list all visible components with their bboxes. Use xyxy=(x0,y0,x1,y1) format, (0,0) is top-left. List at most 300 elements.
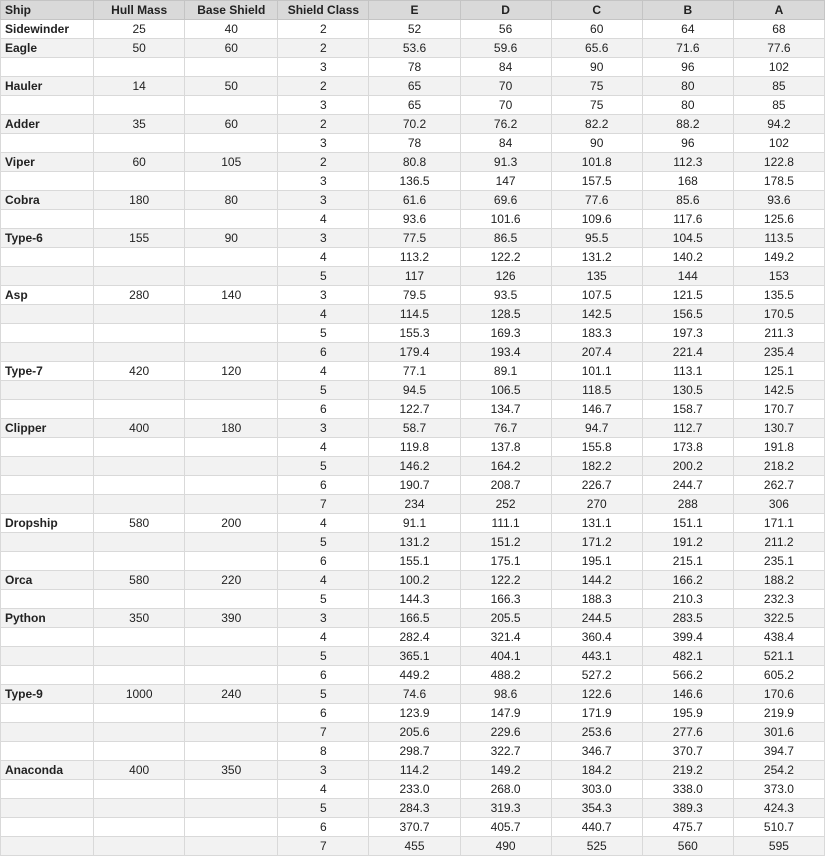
grade-d-cell[interactable]: 70 xyxy=(460,77,551,96)
grade-e-cell[interactable]: 113.2 xyxy=(369,248,460,267)
shield-class-cell[interactable]: 3 xyxy=(278,609,369,628)
base-shield-cell[interactable] xyxy=(185,172,278,191)
grade-a-cell[interactable]: 170.7 xyxy=(733,400,824,419)
grade-e-cell[interactable]: 166.5 xyxy=(369,609,460,628)
ship-name-cell[interactable] xyxy=(1,381,94,400)
grade-d-cell[interactable]: 319.3 xyxy=(460,799,551,818)
grade-d-cell[interactable]: 205.5 xyxy=(460,609,551,628)
ship-name-cell[interactable] xyxy=(1,476,94,495)
grade-b-cell[interactable]: 399.4 xyxy=(642,628,733,647)
ship-name-cell[interactable] xyxy=(1,267,94,286)
ship-name-cell[interactable] xyxy=(1,172,94,191)
grade-c-cell[interactable]: 270 xyxy=(551,495,642,514)
grade-d-cell[interactable]: 490 xyxy=(460,837,551,856)
grade-a-cell[interactable]: 254.2 xyxy=(733,761,824,780)
grade-b-cell[interactable]: 370.7 xyxy=(642,742,733,761)
grade-c-cell[interactable]: 182.2 xyxy=(551,457,642,476)
grade-b-cell[interactable]: 191.2 xyxy=(642,533,733,552)
grade-a-cell[interactable]: 188.2 xyxy=(733,571,824,590)
grade-b-cell[interactable]: 173.8 xyxy=(642,438,733,457)
base-shield-cell[interactable]: 120 xyxy=(185,362,278,381)
grade-d-cell[interactable]: 137.8 xyxy=(460,438,551,457)
grade-e-cell[interactable]: 370.7 xyxy=(369,818,460,837)
hull-mass-cell[interactable] xyxy=(94,837,185,856)
grade-e-cell[interactable]: 155.3 xyxy=(369,324,460,343)
grade-e-cell[interactable]: 144.3 xyxy=(369,590,460,609)
grade-a-cell[interactable]: 130.7 xyxy=(733,419,824,438)
grade-c-cell[interactable]: 77.6 xyxy=(551,191,642,210)
grade-e-cell[interactable]: 155.1 xyxy=(369,552,460,571)
hull-mass-cell[interactable] xyxy=(94,438,185,457)
grade-e-cell[interactable]: 65 xyxy=(369,96,460,115)
shield-class-cell[interactable]: 4 xyxy=(278,628,369,647)
grade-d-cell[interactable]: 86.5 xyxy=(460,229,551,248)
ship-name-cell[interactable]: Dropship xyxy=(1,514,94,533)
column-header-grade-a[interactable]: A xyxy=(733,1,824,20)
grade-b-cell[interactable]: 389.3 xyxy=(642,799,733,818)
shield-class-cell[interactable]: 4 xyxy=(278,248,369,267)
base-shield-cell[interactable]: 350 xyxy=(185,761,278,780)
grade-c-cell[interactable]: 303.0 xyxy=(551,780,642,799)
grade-a-cell[interactable]: 595 xyxy=(733,837,824,856)
shield-class-cell[interactable]: 3 xyxy=(278,286,369,305)
grade-b-cell[interactable]: 158.7 xyxy=(642,400,733,419)
grade-b-cell[interactable]: 283.5 xyxy=(642,609,733,628)
grade-d-cell[interactable]: 122.2 xyxy=(460,571,551,590)
grade-c-cell[interactable]: 207.4 xyxy=(551,343,642,362)
base-shield-cell[interactable] xyxy=(185,58,278,77)
hull-mass-cell[interactable] xyxy=(94,305,185,324)
grade-d-cell[interactable]: 193.4 xyxy=(460,343,551,362)
ship-name-cell[interactable]: Orca xyxy=(1,571,94,590)
hull-mass-cell[interactable] xyxy=(94,533,185,552)
grade-b-cell[interactable]: 168 xyxy=(642,172,733,191)
shield-class-cell[interactable]: 7 xyxy=(278,495,369,514)
grade-b-cell[interactable]: 197.3 xyxy=(642,324,733,343)
hull-mass-cell[interactable] xyxy=(94,780,185,799)
base-shield-cell[interactable] xyxy=(185,134,278,153)
grade-a-cell[interactable]: 301.6 xyxy=(733,723,824,742)
base-shield-cell[interactable] xyxy=(185,495,278,514)
shield-class-cell[interactable]: 2 xyxy=(278,153,369,172)
grade-a-cell[interactable]: 510.7 xyxy=(733,818,824,837)
hull-mass-cell[interactable] xyxy=(94,58,185,77)
grade-b-cell[interactable]: 121.5 xyxy=(642,286,733,305)
grade-b-cell[interactable]: 96 xyxy=(642,134,733,153)
ship-name-cell[interactable] xyxy=(1,210,94,229)
shield-class-cell[interactable]: 4 xyxy=(278,305,369,324)
base-shield-cell[interactable] xyxy=(185,780,278,799)
shield-class-cell[interactable]: 3 xyxy=(278,761,369,780)
grade-e-cell[interactable]: 190.7 xyxy=(369,476,460,495)
grade-c-cell[interactable]: 527.2 xyxy=(551,666,642,685)
ship-name-cell[interactable] xyxy=(1,723,94,742)
hull-mass-cell[interactable]: 25 xyxy=(94,20,185,39)
hull-mass-cell[interactable]: 180 xyxy=(94,191,185,210)
ship-name-cell[interactable] xyxy=(1,799,94,818)
grade-b-cell[interactable]: 130.5 xyxy=(642,381,733,400)
grade-a-cell[interactable]: 94.2 xyxy=(733,115,824,134)
ship-name-cell[interactable]: Eagle xyxy=(1,39,94,58)
shield-class-cell[interactable]: 3 xyxy=(278,191,369,210)
hull-mass-cell[interactable] xyxy=(94,210,185,229)
grade-e-cell[interactable]: 80.8 xyxy=(369,153,460,172)
grade-c-cell[interactable]: 118.5 xyxy=(551,381,642,400)
grade-e-cell[interactable]: 91.1 xyxy=(369,514,460,533)
grade-b-cell[interactable]: 112.7 xyxy=(642,419,733,438)
grade-e-cell[interactable]: 74.6 xyxy=(369,685,460,704)
grade-d-cell[interactable]: 76.7 xyxy=(460,419,551,438)
base-shield-cell[interactable]: 220 xyxy=(185,571,278,590)
grade-a-cell[interactable]: 211.3 xyxy=(733,324,824,343)
grade-c-cell[interactable]: 142.5 xyxy=(551,305,642,324)
shield-class-cell[interactable]: 2 xyxy=(278,115,369,134)
grade-d-cell[interactable]: 89.1 xyxy=(460,362,551,381)
ship-name-cell[interactable] xyxy=(1,780,94,799)
grade-d-cell[interactable]: 122.2 xyxy=(460,248,551,267)
shield-class-cell[interactable]: 3 xyxy=(278,172,369,191)
grade-d-cell[interactable]: 147 xyxy=(460,172,551,191)
ship-name-cell[interactable] xyxy=(1,704,94,723)
hull-mass-cell[interactable] xyxy=(94,134,185,153)
grade-c-cell[interactable]: 107.5 xyxy=(551,286,642,305)
hull-mass-cell[interactable]: 14 xyxy=(94,77,185,96)
grade-e-cell[interactable]: 234 xyxy=(369,495,460,514)
base-shield-cell[interactable]: 390 xyxy=(185,609,278,628)
base-shield-cell[interactable] xyxy=(185,267,278,286)
grade-c-cell[interactable]: 144.2 xyxy=(551,571,642,590)
grade-b-cell[interactable]: 104.5 xyxy=(642,229,733,248)
grade-b-cell[interactable]: 146.6 xyxy=(642,685,733,704)
grade-d-cell[interactable]: 208.7 xyxy=(460,476,551,495)
shield-class-cell[interactable]: 6 xyxy=(278,400,369,419)
grade-b-cell[interactable]: 112.3 xyxy=(642,153,733,172)
hull-mass-cell[interactable] xyxy=(94,324,185,343)
grade-a-cell[interactable]: 394.7 xyxy=(733,742,824,761)
ship-name-cell[interactable] xyxy=(1,305,94,324)
grade-a-cell[interactable]: 521.1 xyxy=(733,647,824,666)
grade-c-cell[interactable]: 184.2 xyxy=(551,761,642,780)
grade-b-cell[interactable]: 85.6 xyxy=(642,191,733,210)
grade-a-cell[interactable]: 171.1 xyxy=(733,514,824,533)
ship-name-cell[interactable] xyxy=(1,457,94,476)
hull-mass-cell[interactable]: 155 xyxy=(94,229,185,248)
grade-e-cell[interactable]: 282.4 xyxy=(369,628,460,647)
shield-class-cell[interactable]: 5 xyxy=(278,267,369,286)
shield-class-cell[interactable]: 3 xyxy=(278,419,369,438)
base-shield-cell[interactable]: 60 xyxy=(185,115,278,134)
grade-a-cell[interactable]: 235.4 xyxy=(733,343,824,362)
ship-name-cell[interactable] xyxy=(1,666,94,685)
grade-a-cell[interactable]: 306 xyxy=(733,495,824,514)
grade-a-cell[interactable]: 218.2 xyxy=(733,457,824,476)
shield-class-cell[interactable]: 6 xyxy=(278,476,369,495)
column-header-ship[interactable]: Ship xyxy=(1,1,94,20)
grade-e-cell[interactable]: 77.1 xyxy=(369,362,460,381)
grade-a-cell[interactable]: 125.6 xyxy=(733,210,824,229)
grade-a-cell[interactable]: 122.8 xyxy=(733,153,824,172)
grade-e-cell[interactable]: 53.6 xyxy=(369,39,460,58)
base-shield-cell[interactable] xyxy=(185,476,278,495)
grade-a-cell[interactable]: 178.5 xyxy=(733,172,824,191)
base-shield-cell[interactable]: 40 xyxy=(185,20,278,39)
grade-c-cell[interactable]: 75 xyxy=(551,77,642,96)
ship-name-cell[interactable] xyxy=(1,552,94,571)
grade-b-cell[interactable]: 277.6 xyxy=(642,723,733,742)
ship-name-cell[interactable] xyxy=(1,134,94,153)
hull-mass-cell[interactable] xyxy=(94,628,185,647)
base-shield-cell[interactable]: 50 xyxy=(185,77,278,96)
grade-c-cell[interactable]: 65.6 xyxy=(551,39,642,58)
grade-d-cell[interactable]: 70 xyxy=(460,96,551,115)
grade-b-cell[interactable]: 96 xyxy=(642,58,733,77)
hull-mass-cell[interactable]: 280 xyxy=(94,286,185,305)
hull-mass-cell[interactable] xyxy=(94,495,185,514)
grade-a-cell[interactable]: 262.7 xyxy=(733,476,824,495)
grade-d-cell[interactable]: 126 xyxy=(460,267,551,286)
grade-a-cell[interactable]: 93.6 xyxy=(733,191,824,210)
grade-c-cell[interactable]: 90 xyxy=(551,134,642,153)
grade-b-cell[interactable]: 144 xyxy=(642,267,733,286)
hull-mass-cell[interactable]: 60 xyxy=(94,153,185,172)
grade-b-cell[interactable]: 560 xyxy=(642,837,733,856)
grade-a-cell[interactable]: 191.8 xyxy=(733,438,824,457)
grade-a-cell[interactable]: 102 xyxy=(733,134,824,153)
shield-class-cell[interactable]: 4 xyxy=(278,780,369,799)
shield-class-cell[interactable]: 8 xyxy=(278,742,369,761)
base-shield-cell[interactable] xyxy=(185,704,278,723)
grade-c-cell[interactable]: 131.2 xyxy=(551,248,642,267)
grade-e-cell[interactable]: 78 xyxy=(369,58,460,77)
grade-b-cell[interactable]: 117.6 xyxy=(642,210,733,229)
grade-a-cell[interactable]: 85 xyxy=(733,77,824,96)
grade-a-cell[interactable]: 438.4 xyxy=(733,628,824,647)
ship-name-cell[interactable] xyxy=(1,647,94,666)
base-shield-cell[interactable] xyxy=(185,818,278,837)
grade-e-cell[interactable]: 449.2 xyxy=(369,666,460,685)
grade-c-cell[interactable]: 440.7 xyxy=(551,818,642,837)
ship-name-cell[interactable]: Adder xyxy=(1,115,94,134)
grade-e-cell[interactable]: 79.5 xyxy=(369,286,460,305)
grade-b-cell[interactable]: 288 xyxy=(642,495,733,514)
base-shield-cell[interactable]: 80 xyxy=(185,191,278,210)
grade-d-cell[interactable]: 91.3 xyxy=(460,153,551,172)
grade-a-cell[interactable]: 373.0 xyxy=(733,780,824,799)
grade-a-cell[interactable]: 113.5 xyxy=(733,229,824,248)
grade-d-cell[interactable]: 405.7 xyxy=(460,818,551,837)
column-header-grade-b[interactable]: B xyxy=(642,1,733,20)
grade-c-cell[interactable]: 354.3 xyxy=(551,799,642,818)
grade-e-cell[interactable]: 119.8 xyxy=(369,438,460,457)
grade-d-cell[interactable]: 93.5 xyxy=(460,286,551,305)
base-shield-cell[interactable]: 180 xyxy=(185,419,278,438)
ship-name-cell[interactable]: Hauler xyxy=(1,77,94,96)
ship-name-cell[interactable]: Type-6 xyxy=(1,229,94,248)
hull-mass-cell[interactable] xyxy=(94,647,185,666)
grade-b-cell[interactable]: 80 xyxy=(642,77,733,96)
ship-name-cell[interactable]: Type-7 xyxy=(1,362,94,381)
shield-class-cell[interactable]: 5 xyxy=(278,647,369,666)
grade-e-cell[interactable]: 284.3 xyxy=(369,799,460,818)
grade-b-cell[interactable]: 221.4 xyxy=(642,343,733,362)
ship-name-cell[interactable]: Clipper xyxy=(1,419,94,438)
grade-d-cell[interactable]: 229.6 xyxy=(460,723,551,742)
grade-e-cell[interactable]: 179.4 xyxy=(369,343,460,362)
grade-c-cell[interactable]: 95.5 xyxy=(551,229,642,248)
grade-c-cell[interactable]: 226.7 xyxy=(551,476,642,495)
hull-mass-cell[interactable] xyxy=(94,666,185,685)
column-header-base-shield[interactable]: Base Shield xyxy=(185,1,278,20)
grade-b-cell[interactable]: 566.2 xyxy=(642,666,733,685)
grade-b-cell[interactable]: 219.2 xyxy=(642,761,733,780)
grade-c-cell[interactable]: 82.2 xyxy=(551,115,642,134)
grade-b-cell[interactable]: 210.3 xyxy=(642,590,733,609)
hull-mass-cell[interactable]: 580 xyxy=(94,514,185,533)
grade-d-cell[interactable]: 101.6 xyxy=(460,210,551,229)
grade-a-cell[interactable]: 135.5 xyxy=(733,286,824,305)
grade-c-cell[interactable]: 109.6 xyxy=(551,210,642,229)
shield-class-cell[interactable]: 3 xyxy=(278,229,369,248)
ship-name-cell[interactable] xyxy=(1,400,94,419)
base-shield-cell[interactable] xyxy=(185,305,278,324)
grade-d-cell[interactable]: 76.2 xyxy=(460,115,551,134)
grade-b-cell[interactable]: 156.5 xyxy=(642,305,733,324)
hull-mass-cell[interactable] xyxy=(94,590,185,609)
grade-d-cell[interactable]: 56 xyxy=(460,20,551,39)
grade-b-cell[interactable]: 215.1 xyxy=(642,552,733,571)
grade-e-cell[interactable]: 131.2 xyxy=(369,533,460,552)
base-shield-cell[interactable] xyxy=(185,647,278,666)
base-shield-cell[interactable] xyxy=(185,837,278,856)
shield-class-cell[interactable]: 4 xyxy=(278,514,369,533)
grade-e-cell[interactable]: 117 xyxy=(369,267,460,286)
grade-b-cell[interactable]: 80 xyxy=(642,96,733,115)
base-shield-cell[interactable] xyxy=(185,590,278,609)
shield-class-cell[interactable]: 7 xyxy=(278,723,369,742)
column-header-shield-class[interactable]: Shield Class xyxy=(278,1,369,20)
grade-c-cell[interactable]: 60 xyxy=(551,20,642,39)
grade-a-cell[interactable]: 125.1 xyxy=(733,362,824,381)
grade-e-cell[interactable]: 455 xyxy=(369,837,460,856)
shield-class-cell[interactable]: 4 xyxy=(278,571,369,590)
shield-class-cell[interactable]: 6 xyxy=(278,552,369,571)
column-header-grade-c[interactable]: C xyxy=(551,1,642,20)
hull-mass-cell[interactable] xyxy=(94,704,185,723)
grade-d-cell[interactable]: 321.4 xyxy=(460,628,551,647)
base-shield-cell[interactable]: 60 xyxy=(185,39,278,58)
grade-e-cell[interactable]: 94.5 xyxy=(369,381,460,400)
column-header-grade-e[interactable]: E xyxy=(369,1,460,20)
grade-d-cell[interactable]: 149.2 xyxy=(460,761,551,780)
hull-mass-cell[interactable] xyxy=(94,818,185,837)
grade-b-cell[interactable]: 475.7 xyxy=(642,818,733,837)
grade-a-cell[interactable]: 170.5 xyxy=(733,305,824,324)
hull-mass-cell[interactable] xyxy=(94,742,185,761)
base-shield-cell[interactable] xyxy=(185,742,278,761)
grade-b-cell[interactable]: 88.2 xyxy=(642,115,733,134)
shield-class-cell[interactable]: 5 xyxy=(278,533,369,552)
hull-mass-cell[interactable] xyxy=(94,400,185,419)
shield-class-cell[interactable]: 4 xyxy=(278,210,369,229)
grade-a-cell[interactable]: 322.5 xyxy=(733,609,824,628)
grade-a-cell[interactable]: 219.9 xyxy=(733,704,824,723)
grade-a-cell[interactable]: 235.1 xyxy=(733,552,824,571)
grade-c-cell[interactable]: 443.1 xyxy=(551,647,642,666)
grade-e-cell[interactable]: 123.9 xyxy=(369,704,460,723)
grade-d-cell[interactable]: 322.7 xyxy=(460,742,551,761)
grade-b-cell[interactable]: 200.2 xyxy=(642,457,733,476)
grade-d-cell[interactable]: 169.3 xyxy=(460,324,551,343)
hull-mass-cell[interactable] xyxy=(94,381,185,400)
grade-c-cell[interactable]: 75 xyxy=(551,96,642,115)
grade-e-cell[interactable]: 298.7 xyxy=(369,742,460,761)
hull-mass-cell[interactable] xyxy=(94,248,185,267)
hull-mass-cell[interactable]: 420 xyxy=(94,362,185,381)
grade-b-cell[interactable]: 195.9 xyxy=(642,704,733,723)
grade-d-cell[interactable]: 488.2 xyxy=(460,666,551,685)
base-shield-cell[interactable] xyxy=(185,400,278,419)
shield-class-cell[interactable]: 3 xyxy=(278,96,369,115)
grade-a-cell[interactable]: 605.2 xyxy=(733,666,824,685)
grade-c-cell[interactable]: 94.7 xyxy=(551,419,642,438)
grade-e-cell[interactable]: 365.1 xyxy=(369,647,460,666)
ship-name-cell[interactable]: Cobra xyxy=(1,191,94,210)
grade-c-cell[interactable]: 525 xyxy=(551,837,642,856)
grade-e-cell[interactable]: 58.7 xyxy=(369,419,460,438)
ship-name-cell[interactable]: Sidewinder xyxy=(1,20,94,39)
grade-d-cell[interactable]: 164.2 xyxy=(460,457,551,476)
grade-c-cell[interactable]: 171.2 xyxy=(551,533,642,552)
grade-c-cell[interactable]: 244.5 xyxy=(551,609,642,628)
ship-name-cell[interactable]: Python xyxy=(1,609,94,628)
grade-c-cell[interactable]: 360.4 xyxy=(551,628,642,647)
base-shield-cell[interactable]: 240 xyxy=(185,685,278,704)
ship-name-cell[interactable] xyxy=(1,590,94,609)
base-shield-cell[interactable] xyxy=(185,248,278,267)
grade-c-cell[interactable]: 135 xyxy=(551,267,642,286)
hull-mass-cell[interactable] xyxy=(94,267,185,286)
ship-name-cell[interactable]: Viper xyxy=(1,153,94,172)
shield-class-cell[interactable]: 6 xyxy=(278,704,369,723)
ship-name-cell[interactable] xyxy=(1,818,94,837)
grade-e-cell[interactable]: 205.6 xyxy=(369,723,460,742)
grade-c-cell[interactable]: 155.8 xyxy=(551,438,642,457)
shield-class-cell[interactable]: 4 xyxy=(278,362,369,381)
grade-c-cell[interactable]: 131.1 xyxy=(551,514,642,533)
hull-mass-cell[interactable] xyxy=(94,799,185,818)
shield-class-cell[interactable]: 5 xyxy=(278,324,369,343)
grade-e-cell[interactable]: 100.2 xyxy=(369,571,460,590)
hull-mass-cell[interactable]: 400 xyxy=(94,419,185,438)
ship-name-cell[interactable] xyxy=(1,837,94,856)
column-header-hull-mass[interactable]: Hull Mass xyxy=(94,1,185,20)
grade-b-cell[interactable]: 113.1 xyxy=(642,362,733,381)
base-shield-cell[interactable] xyxy=(185,210,278,229)
grade-c-cell[interactable]: 253.6 xyxy=(551,723,642,742)
grade-d-cell[interactable]: 106.5 xyxy=(460,381,551,400)
grade-d-cell[interactable]: 404.1 xyxy=(460,647,551,666)
grade-a-cell[interactable]: 153 xyxy=(733,267,824,286)
base-shield-cell[interactable] xyxy=(185,799,278,818)
ship-name-cell[interactable] xyxy=(1,628,94,647)
base-shield-cell[interactable] xyxy=(185,343,278,362)
grade-a-cell[interactable]: 142.5 xyxy=(733,381,824,400)
base-shield-cell[interactable]: 200 xyxy=(185,514,278,533)
shield-class-cell[interactable]: 2 xyxy=(278,77,369,96)
ship-name-cell[interactable] xyxy=(1,96,94,115)
grade-c-cell[interactable]: 90 xyxy=(551,58,642,77)
grade-c-cell[interactable]: 346.7 xyxy=(551,742,642,761)
